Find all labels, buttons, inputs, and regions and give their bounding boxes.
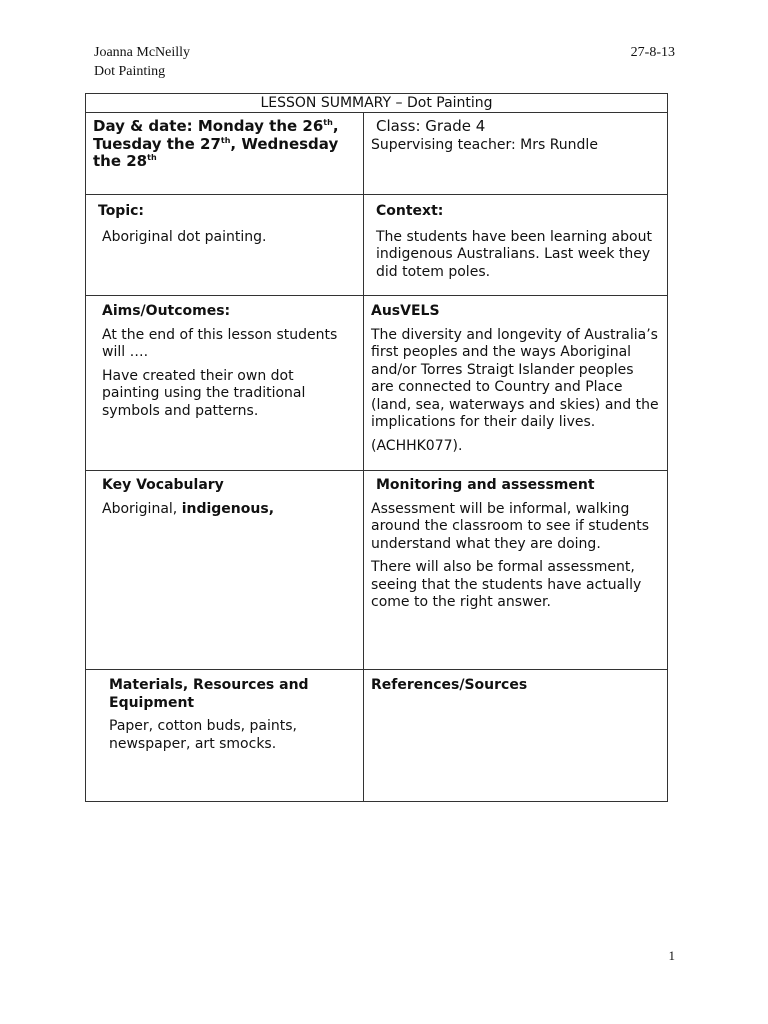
- monitoring-text-formal: There will also be formal assessment, seeing that the students have actually come to the right answer.: [371, 559, 642, 610]
- ausvels-cell: [364, 296, 667, 470]
- vocab-text: [102, 501, 355, 519]
- supervising-teacher: Supervising teacher: Mrs Rundle: [371, 136, 598, 153]
- context-text: The students have been learning about indigenous Australians. Last week they did totem poles.: [376, 228, 652, 280]
- vocab-bold: indigenous,: [181, 500, 275, 517]
- topic-label: Topic:: [98, 203, 145, 219]
- table-row-materials-references: [86, 670, 667, 801]
- document-header-left: [94, 43, 190, 81]
- topic-cell: [86, 195, 364, 295]
- aims-text-outcome: Have created their own dot painting using the traditional symbols and patterns.: [102, 367, 306, 419]
- day-date-cell: [86, 112, 364, 194]
- vocab-cell: [86, 471, 364, 669]
- vocab-plain: Aboriginal,: [102, 500, 182, 517]
- aims-text-intro: At the end of this lesson students will ….: [102, 326, 338, 360]
- lesson-summary-table: [85, 93, 668, 802]
- document-subject: Dot Painting: [94, 64, 166, 79]
- vocab-label: Key Vocabulary: [102, 477, 224, 493]
- table-row-day-class: [86, 112, 667, 195]
- table-row-topic-context: [86, 195, 667, 296]
- materials-label: Materials, Resources and Equipment: [109, 677, 309, 711]
- monitoring-cell: [364, 471, 667, 669]
- table-title: LESSON SUMMARY – Dot Painting: [86, 94, 667, 113]
- aims-label: Aims/Outcomes:: [102, 303, 231, 319]
- context-label: Context:: [376, 203, 444, 219]
- class-cell: [364, 112, 667, 194]
- table-row-aims-ausvels: [86, 296, 667, 471]
- ausvels-code: (ACHHK077).: [371, 437, 463, 454]
- monitoring-label: Monitoring and assessment: [376, 477, 595, 493]
- materials-text: Paper, cotton buds, paints, newspaper, art smocks.: [109, 718, 297, 752]
- day-date-text: Day & date: Monday the 26th, Tuesday the 27th, Wednesday the 28th: [93, 117, 339, 170]
- aims-cell: [86, 296, 364, 470]
- monitoring-text-informal: Assessment will be informal, walking around the classroom to see if students understand what they are doing.: [371, 500, 650, 552]
- context-cell: [364, 195, 667, 295]
- author-name: Joanna McNeilly: [94, 45, 191, 60]
- class-label: Class: Grade 4: [376, 117, 486, 135]
- materials-cell: [86, 670, 364, 801]
- document-date: 27-8-13: [630, 45, 675, 60]
- topic-text: Aboriginal dot painting.: [102, 228, 267, 245]
- references-label: References/Sources: [371, 677, 528, 693]
- references-cell: [364, 670, 667, 801]
- ausvels-text: The diversity and longevity of Australia’s first peoples and the ways Aboriginal and/or Torres Straigt Islander peoples are connected to Country and Place (land, sea, waterways and skies) and the implications for their daily lives.: [371, 326, 659, 430]
- ausvels-label: AusVELS: [371, 303, 440, 319]
- table-row-vocab-monitoring: [86, 471, 667, 670]
- page-number: 1: [668, 948, 675, 963]
